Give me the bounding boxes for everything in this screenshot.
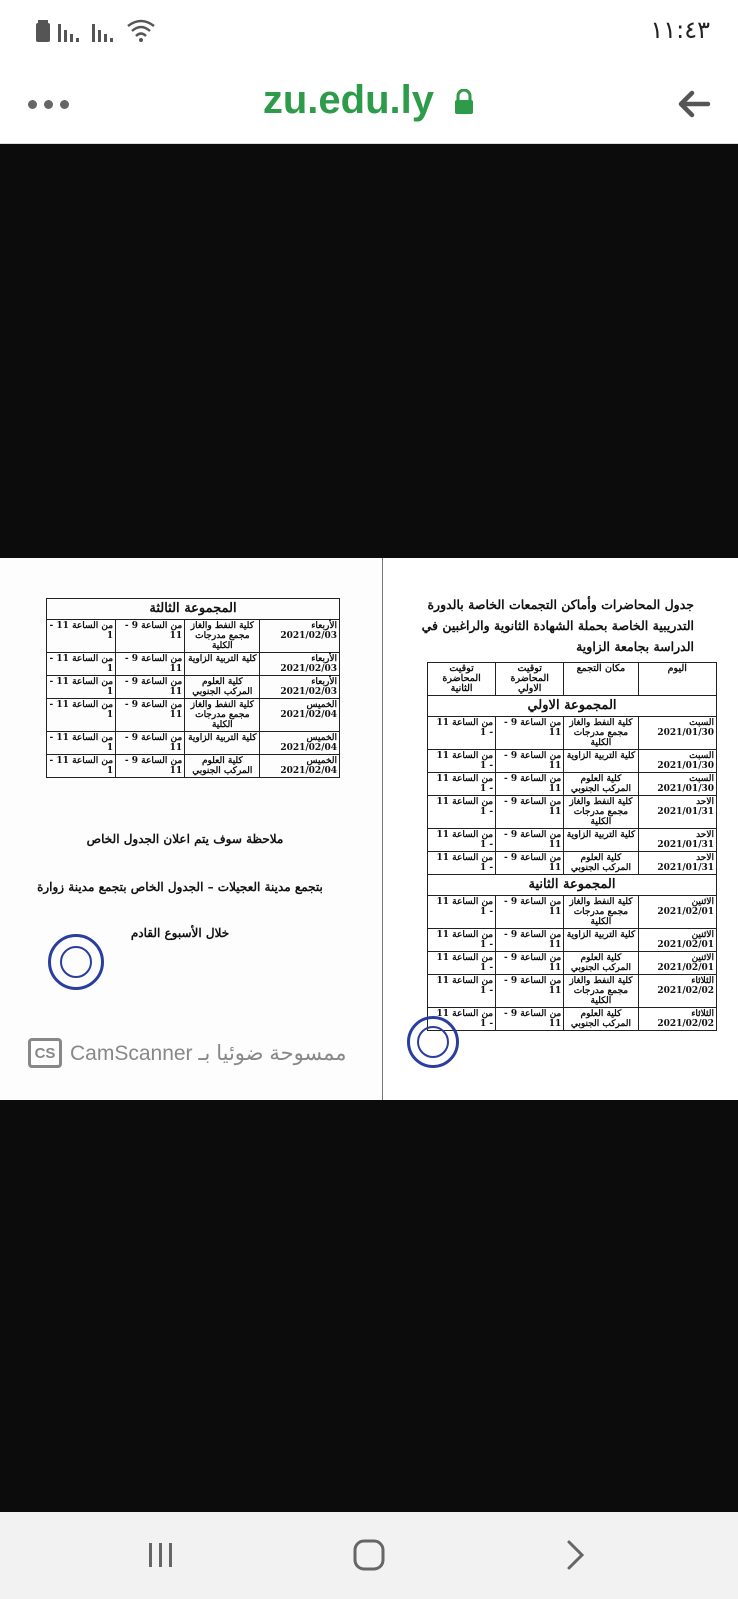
cell-day: السبت 2021/01/30 — [638, 717, 716, 750]
cell-time2: من الساعة 11 - 1 — [428, 796, 496, 829]
cell-place: كلية العلوم المركب الجنوبي — [564, 1008, 638, 1031]
cell-day: الاثنين 2021/02/01 — [638, 952, 716, 975]
wifi-icon — [126, 18, 156, 42]
system-nav-bar — [0, 1512, 738, 1599]
table-row — [428, 929, 717, 952]
cell-time1: من الساعة 9 - 11 — [116, 732, 185, 755]
cell-time2: من الساعة 11 - 1 — [47, 699, 116, 732]
cell-day: الاثنين 2021/02/01 — [638, 929, 716, 952]
table-row — [428, 952, 717, 975]
cell-place: كلية العلوم المركب الجنوبي — [564, 952, 638, 975]
battery-icon — [36, 20, 50, 42]
cell-time2: من الساعة 11 - 1 — [428, 975, 496, 1008]
table-header — [428, 663, 717, 696]
status-icons — [36, 16, 156, 42]
browser-toolbar — [0, 60, 738, 144]
cell-time1: من الساعة 9 - 11 — [496, 852, 564, 875]
table-row — [428, 1008, 717, 1031]
table-row — [428, 717, 717, 750]
cell-day: الاحد 2021/01/31 — [638, 796, 716, 829]
cell-day: الاثنين 2021/02/01 — [638, 896, 716, 929]
back-arrow-icon[interactable] — [674, 84, 714, 124]
right-page — [382, 558, 738, 1100]
table-row — [428, 896, 717, 929]
table-row — [428, 829, 717, 852]
table-row — [47, 676, 340, 699]
cell-day: الثلاثاء 2021/02/02 — [638, 975, 716, 1008]
table-row — [428, 975, 717, 1008]
forward-icon[interactable] — [564, 1538, 588, 1572]
cell-place: كلية التربية الزاوية — [564, 750, 638, 773]
cell-day: الخميس 2021/02/04 — [260, 755, 340, 778]
camscanner-logo: CS — [28, 1038, 62, 1068]
cell-place: كلية التربية الزاوية — [564, 929, 638, 952]
table-row — [428, 750, 717, 773]
left-page — [0, 558, 382, 1100]
cell-time2: من الساعة 11 - 1 — [428, 717, 496, 750]
cell-time1: من الساعة 9 - 11 — [116, 755, 185, 778]
table-row — [428, 796, 717, 829]
home-icon[interactable] — [352, 1538, 386, 1572]
university-seal — [407, 1016, 459, 1068]
cell-time2: من الساعة 11 - 1 — [428, 952, 496, 975]
cell-day: الاحد 2021/01/31 — [638, 829, 716, 852]
group3-title: المجموعة الثالثة — [47, 599, 340, 620]
cell-time2: من الساعة 11 - 1 — [47, 755, 116, 778]
cell-day: الثلاثاء 2021/02/02 — [638, 1008, 716, 1031]
cell-place: كلية النفط والغاز مجمع مدرجات الكلية — [564, 796, 638, 829]
table-row — [428, 852, 717, 875]
group3-table — [46, 598, 340, 778]
cell-time2: من الساعة 11 - 1 — [47, 732, 116, 755]
cell-day: الخميس 2021/02/04 — [260, 732, 340, 755]
cell-day: الأربعاء 2021/02/03 — [260, 620, 340, 653]
cell-time1: من الساعة 9 - 11 — [116, 699, 185, 732]
cell-day: الاحد 2021/01/31 — [638, 852, 716, 875]
cell-time2: من الساعة 11 - 1 — [428, 929, 496, 952]
signal-icon — [92, 20, 118, 42]
cell-place: كلية التربية الزاوية — [185, 732, 260, 755]
cell-place: كلية التربية الزاوية — [564, 829, 638, 852]
table-row — [47, 653, 340, 676]
cell-time1: من الساعة 9 - 11 — [116, 653, 185, 676]
cell-place: كلية النفط والغاز مجمع مدرجات الكلية — [564, 975, 638, 1008]
document-title: جدول المحاضرات وأماكن التجمعات الخاصة بالدورة التدريبية الخاصة بحملة الشهادة الثانوية والراغبين في الدراسة بجامعة الزاوية — [421, 597, 694, 654]
cell-time1: من الساعة 9 - 11 — [116, 676, 185, 699]
image-viewer[interactable] — [0, 144, 738, 1512]
cell-time1: من الساعة 9 - 11 — [496, 829, 564, 852]
status-bar — [0, 0, 738, 60]
clock: ١١:٤٣ — [650, 16, 710, 44]
header-time1: توقيت المحاضرة الاولي — [496, 663, 564, 696]
cell-place: كلية العلوم المركب الجنوبي — [564, 773, 638, 796]
camscanner-watermark — [28, 1038, 347, 1068]
camscanner-text: ممسوحة ضوئيا بـ CamScanner — [70, 1041, 347, 1065]
note-line-2: بتجمع مدينة العجيلات – الجدول الخاص بتجمع مدينة زوارة — [37, 880, 323, 894]
table-row — [47, 755, 340, 778]
signal-icon — [58, 20, 84, 42]
cell-time1: من الساعة 9 - 11 — [496, 796, 564, 829]
cell-time2: من الساعة 11 - 1 — [47, 676, 116, 699]
table-row — [428, 773, 717, 796]
table-row — [47, 699, 340, 732]
cell-time2: من الساعة 11 - 1 — [428, 1008, 496, 1031]
header-day: اليوم — [638, 663, 716, 696]
cell-day: الخميس 2021/02/04 — [260, 699, 340, 732]
cell-time1: من الساعة 9 - 11 — [116, 620, 185, 653]
cell-time2: من الساعة 11 - 1 — [47, 620, 116, 653]
cell-time1: من الساعة 9 - 11 — [496, 929, 564, 952]
cell-time2: من الساعة 11 - 1 — [428, 852, 496, 875]
cell-place: كلية العلوم المركب الجنوبي — [185, 755, 260, 778]
cell-time2: من الساعة 11 - 1 — [428, 773, 496, 796]
cell-time2: من الساعة 11 - 1 — [428, 750, 496, 773]
schedule-table — [427, 662, 717, 1031]
header-time2: توقيت المحاضرة الثانية — [428, 663, 496, 696]
cell-time1: من الساعة 9 - 11 — [496, 975, 564, 1008]
cell-day: السبت 2021/01/30 — [638, 773, 716, 796]
cell-place: كلية العلوم المركب الجنوبي — [564, 852, 638, 875]
url-bar[interactable] — [0, 78, 738, 123]
note-line-3: خلال الأسبوع القادم — [130, 926, 230, 940]
scanned-document — [0, 558, 738, 1100]
cell-time1: من الساعة 9 - 11 — [496, 952, 564, 975]
cell-day: الأربعاء 2021/02/03 — [260, 653, 340, 676]
cell-time1: من الساعة 9 - 11 — [496, 773, 564, 796]
header-place: مكان التجمع — [564, 663, 638, 696]
cell-place: كلية التربية الزاوية — [185, 653, 260, 676]
note-line-1: ملاحظة سوف يتم اعلان الجدول الخاص — [86, 832, 284, 846]
cell-day: الأربعاء 2021/02/03 — [260, 676, 340, 699]
group1-title: المجموعة الاولي — [428, 696, 717, 717]
cell-time1: من الساعة 9 - 11 — [496, 750, 564, 773]
university-seal — [48, 934, 104, 990]
cell-time1: من الساعة 9 - 11 — [496, 717, 564, 750]
cell-place: كلية النفط والغاز مجمع مدرجات الكلية — [185, 699, 260, 732]
cell-time1: من الساعة 9 - 11 — [496, 896, 564, 929]
cell-day: السبت 2021/01/30 — [638, 750, 716, 773]
cell-time2: من الساعة 11 - 1 — [428, 896, 496, 929]
cell-place: كلية النفط والغاز مجمع مدرجات الكلية — [564, 717, 638, 750]
lock-icon — [453, 89, 475, 115]
table-row — [47, 732, 340, 755]
table-row — [47, 620, 340, 653]
cell-place: كلية النفط والغاز مجمع مدرجات الكلية — [185, 620, 260, 653]
cell-time2: من الساعة 11 - 1 — [428, 829, 496, 852]
url-text: zu.edu.ly — [262, 78, 434, 122]
cell-place: كلية العلوم المركب الجنوبي — [185, 676, 260, 699]
cell-time1: من الساعة 9 - 11 — [496, 1008, 564, 1031]
group2-title: المجموعة الثانية — [428, 875, 717, 896]
cell-time2: من الساعة 11 - 1 — [47, 653, 116, 676]
recents-icon[interactable] — [146, 1540, 176, 1570]
cell-place: كلية النفط والغاز مجمع مدرجات الكلية — [564, 896, 638, 929]
